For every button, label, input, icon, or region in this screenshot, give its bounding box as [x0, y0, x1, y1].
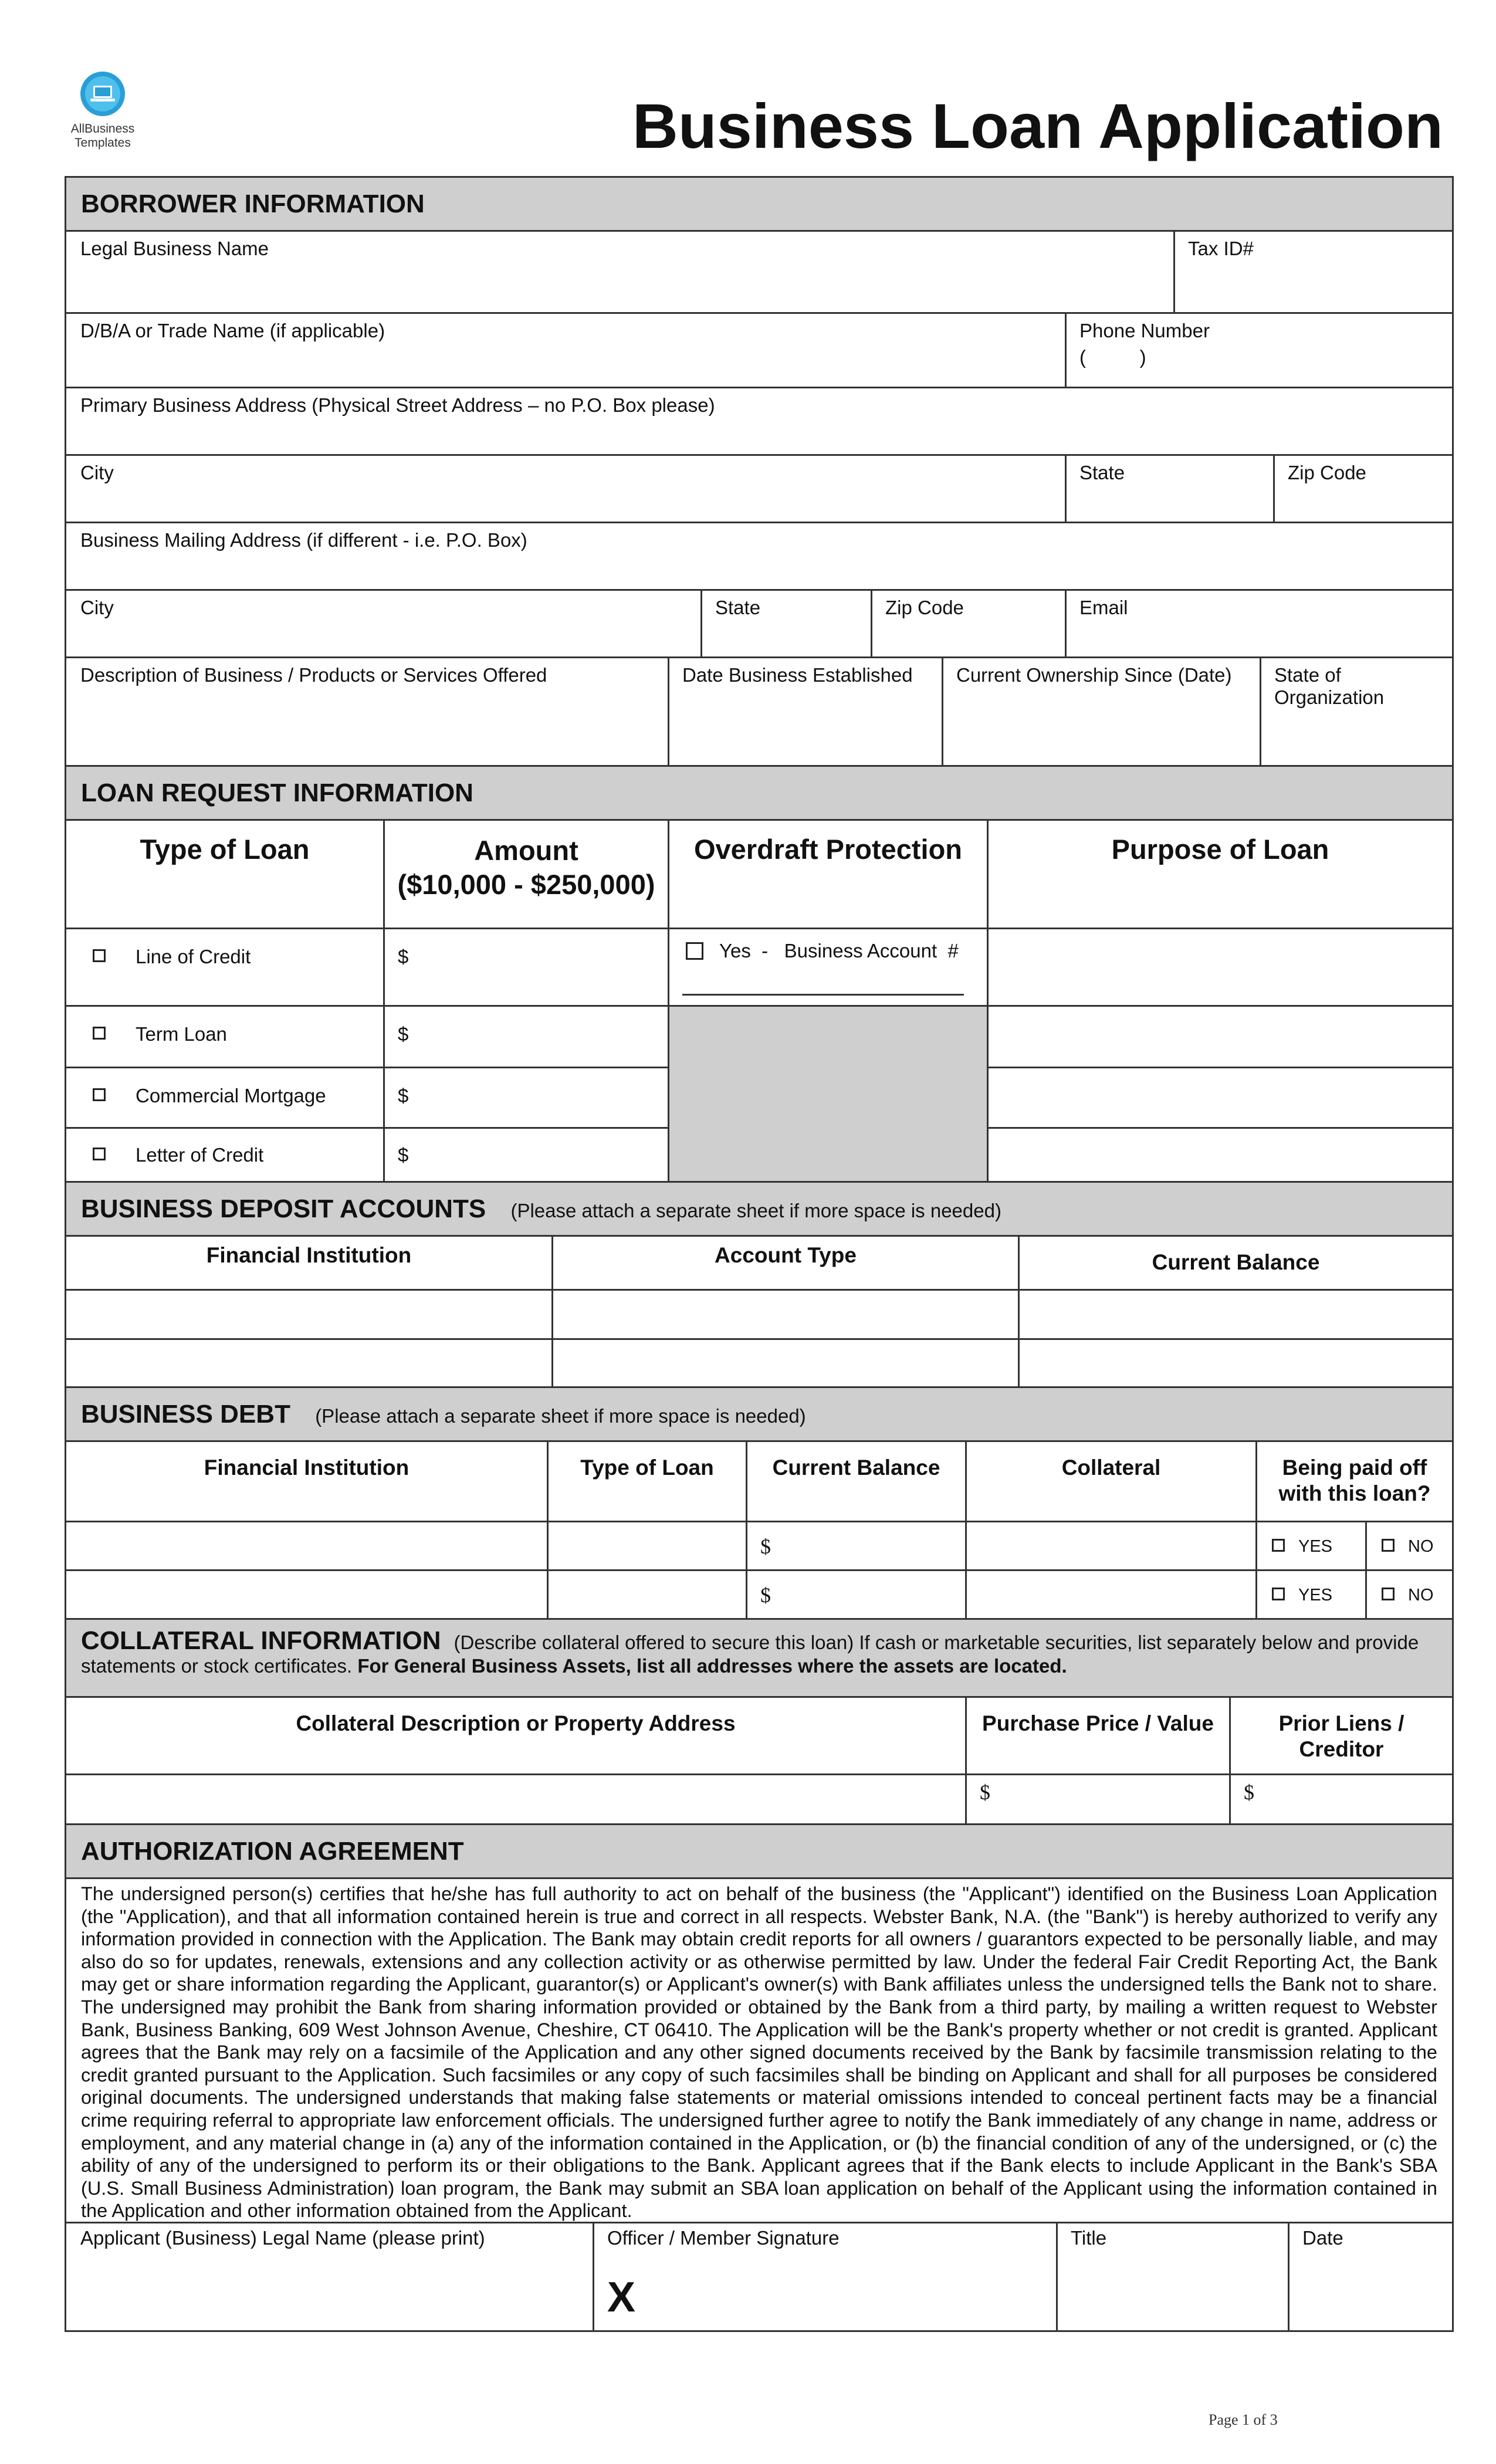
letter-of-credit-dollar: $: [398, 1144, 409, 1166]
email-field[interactable]: [1065, 589, 1454, 658]
loan-row-letter-of-credit[interactable]: [65, 1127, 385, 1183]
debt-row-1-yes[interactable]: [1255, 1521, 1367, 1571]
debt-row-2-no-checkbox[interactable]: [1382, 1588, 1395, 1600]
mailing-address-field[interactable]: [65, 522, 1454, 591]
state-field[interactable]: [1065, 454, 1275, 523]
collateral-row-1-description[interactable]: [65, 1773, 967, 1825]
authorization-section-header: [65, 1823, 1454, 1879]
debt-col-type: [547, 1440, 747, 1522]
debt-col-institution: [65, 1440, 549, 1522]
purpose-row-1[interactable]: [987, 928, 1454, 1007]
zip-code-label: Zip Code: [1288, 462, 1366, 483]
debt-row-2-yes-checkbox[interactable]: [1272, 1588, 1285, 1600]
city-field[interactable]: [65, 454, 1067, 523]
business-description-field[interactable]: [65, 656, 669, 767]
debt-col-collateral: [965, 1440, 1257, 1522]
loan-row-commercial-mortgage[interactable]: [65, 1067, 385, 1129]
letter-of-credit-label: Letter of Credit: [136, 1144, 264, 1166]
date-label: Date: [1302, 2227, 1343, 2249]
debt-row-2-collateral[interactable]: [965, 1569, 1257, 1620]
collateral-row-1-liens[interactable]: [1229, 1773, 1454, 1825]
logo-text-line1: AllBusiness: [70, 122, 135, 136]
deposit-col-institution: [65, 1235, 553, 1291]
commercial-mortgage-amount[interactable]: [383, 1067, 669, 1129]
deposit-row-2-balance[interactable]: [1018, 1338, 1454, 1388]
debt-row-2-no[interactable]: [1365, 1569, 1454, 1620]
borrower-section-title: BORROWER INFORMATION: [81, 189, 425, 218]
collateral-col-liens-label-1: Prior Liens /: [1278, 1711, 1404, 1735]
date-field[interactable]: [1288, 2222, 1454, 2332]
applicant-name-label: Applicant (Business) Legal Name (please print): [80, 2227, 485, 2249]
page-number: Page 1 of 3: [1209, 2411, 1278, 2428]
purpose-row-4[interactable]: [987, 1127, 1454, 1183]
loan-col-amount-label: Amount: [474, 835, 578, 866]
debt-heading-text: BUSINESS DEBT: [81, 1400, 290, 1429]
line-of-credit-amount[interactable]: [383, 928, 669, 1007]
collateral-section-text: [81, 1626, 1439, 1678]
loan-section-header: [65, 765, 1454, 821]
debt-row-1-yes-label: YES: [1298, 1537, 1333, 1556]
state-label: State: [1079, 462, 1125, 483]
phone-area-code-parens: ( ): [1079, 346, 1146, 368]
logo: [65, 70, 141, 158]
authorization-paragraph: The undersigned person(s) certifies that he/she has full authority to act on behalf of the business (the "Applicant") identified on the Business Loan Application (the "Application), and that all information contained herein is true and correct in all respects. Webster Bank, N.A. (the "Bank") is hereby authorized to verify any information provided in connection with the Application. The Bank may obtain credit reports for all owners / guarantors expected to be personally liable, and may also do so for updates, renewals, extensions and any collection activity or as otherwise permitted by law. Under the federal Fair Credit Reporting Act, the Bank may get or share information regarding the Applicant, guarantor(s) or Applicant's owner(s) with Bank affiliates unless the undersigned tells the Bank not to share. The undersigned may prohibit the Bank from sharing information provided or obtained by the Bank from a third party, by mailing a written request to Webster Bank, Business Banking, 609 West Johnson Avenue, Cheshire, CT 06410. The Application will be the Bank's property whether or not credit is granted. Applicant agrees that the Bank may rely on a facsimile of the Application and any other signed documents received by the Bank by facsimile transmission relating to the credit granted pursuant to the Application. Such facsimiles or any copy of such facsimiles shall be binding on Applicant and shall for all purposes be considered original documents. The undersigned understands that making false statements or material omissions intended to conceal pertinent facts may be a financial crime requiring referral to appropriate law enforcement officials. The undersigned further agree to notify the Bank immediately of any change in name, address or employment, and any material change in (a) any of the information contained in the Application, or (b) the financial condition of any of the undersigned, or (c) the ability of any of the undersigned to perform its or their obligations to the Bank. Applicant agrees that if the Bank elects to include Applicant in the Bank's SBA (U.S. Small Business Administration) loan program, the Bank may submit an SBA loan application on behalf of the Applicant using the information contained in the Application and other information obtained from the Applicant.: [81, 1883, 1437, 2222]
mailing-zip-code-field[interactable]: [871, 589, 1067, 658]
deposit-section-header: [65, 1181, 1454, 1237]
debt-row-2-type[interactable]: [547, 1569, 747, 1620]
deposit-col-institution-label: Financial Institution: [206, 1243, 412, 1267]
phone-number-field[interactable]: [1065, 312, 1454, 388]
line-of-credit-label: Line of Credit: [136, 946, 251, 967]
mailing-city-field[interactable]: [65, 589, 702, 658]
collateral-price-dollar: $: [980, 1781, 990, 1804]
zip-code-field[interactable]: [1273, 454, 1454, 523]
primary-address-label: Primary Business Address (Physical Street Address – no P.O. Box please): [80, 394, 715, 416]
overdraft-gray-block: [668, 1005, 989, 1183]
title-field[interactable]: [1056, 2222, 1289, 2332]
title-label: Title: [1071, 2227, 1107, 2249]
debt-row-2-dollar: $: [760, 1583, 771, 1607]
business-description-label: Description of Business / Products or Services Offered: [80, 664, 547, 686]
debt-row-1-institution[interactable]: [65, 1521, 549, 1571]
collateral-col-price: [965, 1696, 1231, 1775]
deposit-row-1-account-type[interactable]: [551, 1289, 1020, 1340]
deposit-heading-text: BUSINESS DEPOSIT ACCOUNTS: [81, 1194, 486, 1223]
debt-row-2-no-label: NO: [1408, 1586, 1434, 1605]
loan-row-line-of-credit[interactable]: [65, 928, 385, 1007]
debt-col-balance: [746, 1440, 967, 1522]
commercial-mortgage-dollar: $: [398, 1085, 409, 1106]
debt-row-1-yes-checkbox[interactable]: [1272, 1539, 1285, 1552]
legal-business-name-field[interactable]: [65, 230, 1175, 314]
collateral-note-bold: For General Business Assets, list all addresses where the assets are located.: [357, 1655, 1067, 1677]
debt-note: (Please attach a separate sheet if more space is needed): [315, 1405, 806, 1427]
deposit-col-balance: [1018, 1235, 1454, 1291]
debt-section-header: [65, 1386, 1454, 1442]
line-of-credit-dollar: $: [398, 946, 409, 967]
tax-id-field[interactable]: [1173, 230, 1454, 314]
loan-col-amount-range: ($10,000 - $250,000): [397, 869, 655, 900]
state-of-organization-field[interactable]: [1260, 656, 1454, 767]
loan-section-title: LOAN REQUEST INFORMATION: [81, 779, 473, 807]
collateral-col-price-label: Purchase Price / Value: [982, 1711, 1214, 1735]
debt-col-balance-label: Current Balance: [772, 1456, 940, 1480]
debt-row-1-no-checkbox[interactable]: [1382, 1539, 1395, 1552]
debt-col-collateral-label: Collateral: [1061, 1456, 1161, 1480]
ownership-since-label: Current Ownership Since (Date): [956, 664, 1232, 686]
collateral-row-1-price[interactable]: [965, 1773, 1231, 1825]
deposit-col-balance-label: Current Balance: [1152, 1250, 1320, 1274]
overdraft-yes-cell[interactable]: [668, 928, 989, 1007]
collateral-heading-text: COLLATERAL INFORMATION: [81, 1626, 441, 1655]
loan-col-overdraft: [668, 819, 989, 929]
deposit-row-2-institution[interactable]: [65, 1338, 553, 1388]
collateral-note: (Describe collateral offered to secure this loan) If cash or marketable securities, list separately below and provide statements or stock certificates.: [81, 1632, 1419, 1677]
email-label: Email: [1079, 597, 1128, 618]
term-loan-label: Term Loan: [136, 1023, 227, 1045]
collateral-liens-dollar: $: [1244, 1781, 1254, 1804]
officer-signature-label: Officer / Member Signature: [607, 2227, 840, 2249]
collateral-col-liens: [1229, 1696, 1454, 1775]
term-loan-amount[interactable]: [383, 1005, 669, 1068]
deposit-section-title: [81, 1194, 1001, 1224]
state-of-organization-label: State of Organization: [1274, 664, 1385, 708]
line-of-credit-checkbox[interactable]: [93, 949, 106, 962]
purpose-row-2[interactable]: [987, 1005, 1454, 1068]
business-account-line[interactable]: [682, 994, 964, 996]
date-established-label: Date Business Established: [682, 664, 913, 686]
logo-text-line2: Templates: [75, 136, 131, 150]
loan-col-purpose: [987, 819, 1454, 929]
purpose-row-3[interactable]: [987, 1067, 1454, 1129]
debt-row-1-no[interactable]: [1365, 1521, 1454, 1571]
term-loan-dollar: $: [398, 1023, 409, 1045]
loan-col-overdraft-label: Overdraft Protection: [693, 834, 963, 865]
debt-row-2-balance[interactable]: [746, 1569, 967, 1620]
deposit-row-2-account-type[interactable]: [551, 1338, 1020, 1388]
laptop-icon: [79, 70, 126, 117]
debt-row-1-type[interactable]: [547, 1521, 747, 1571]
collateral-col-description-label: Collateral Description or Property Address: [296, 1711, 736, 1735]
debt-row-1-collateral[interactable]: [965, 1521, 1257, 1571]
deposit-col-account-type: [551, 1235, 1020, 1291]
ownership-since-field[interactable]: [942, 656, 1261, 767]
commercial-mortgage-label: Commercial Mortgage: [136, 1085, 326, 1106]
applicant-name-field[interactable]: [65, 2222, 594, 2332]
debt-section-title: [81, 1400, 806, 1429]
debt-row-1-dollar: $: [760, 1535, 771, 1558]
tax-id-label: Tax ID#: [1188, 238, 1254, 259]
commercial-mortgage-checkbox[interactable]: [93, 1088, 106, 1101]
officer-signature-field[interactable]: [593, 2222, 1058, 2332]
debt-col-institution-label: Financial Institution: [204, 1456, 409, 1480]
overdraft-yes-label: Yes - Business Account #: [719, 940, 959, 962]
debt-row-1-no-label: NO: [1408, 1537, 1434, 1556]
mailing-city-label: City: [80, 597, 114, 618]
deposit-row-1-balance[interactable]: [1018, 1289, 1454, 1340]
primary-address-field[interactable]: [65, 387, 1454, 456]
debt-col-type-label: Type of Loan: [580, 1456, 714, 1480]
dba-field[interactable]: [65, 312, 1067, 388]
mailing-state-label: State: [715, 597, 761, 618]
mailing-address-label: Business Mailing Address (if different - i.e. P.O. Box): [80, 529, 527, 551]
mailing-state-field[interactable]: [700, 589, 872, 658]
loan-col-type-label: Type of Loan: [140, 834, 310, 865]
debt-col-paid-off-label-1: Being paid off: [1282, 1456, 1427, 1480]
loan-col-purpose-label: Purpose of Loan: [1111, 834, 1329, 865]
borrower-section-header: [65, 176, 1454, 232]
collateral-section-header: [65, 1618, 1454, 1698]
loan-col-amount: [383, 819, 669, 929]
collateral-col-liens-label-2: Creditor: [1299, 1737, 1384, 1761]
mailing-zip-code-label: Zip Code: [885, 597, 964, 618]
deposit-row-1-institution[interactable]: [65, 1289, 553, 1340]
collateral-col-description: [65, 1696, 967, 1775]
debt-row-2-yes-label: YES: [1298, 1586, 1333, 1605]
debt-col-paid-off: [1255, 1440, 1454, 1522]
date-established-field[interactable]: [668, 656, 943, 767]
city-label: City: [80, 462, 114, 483]
signature-x-mark: X: [607, 2274, 636, 2321]
overdraft-yes-checkbox[interactable]: [686, 942, 703, 960]
authorization-text-box: [65, 1877, 1454, 2223]
debt-row-2-institution[interactable]: [65, 1569, 549, 1620]
page-title: Business Loan Application: [632, 90, 1443, 161]
deposit-note: (Please attach a separate sheet if more space is needed): [510, 1200, 1001, 1221]
deposit-col-account-type-label: Account Type: [715, 1243, 857, 1267]
debt-col-paid-off-label-2: with this loan?: [1278, 1481, 1431, 1505]
legal-business-name-label: Legal Business Name: [80, 238, 269, 259]
debt-row-2-yes[interactable]: [1255, 1569, 1367, 1620]
authorization-section-title: AUTHORIZATION AGREEMENT: [81, 1837, 464, 1866]
dba-label: D/B/A or Trade Name (if applicable): [80, 320, 385, 341]
phone-number-label: Phone Number: [1079, 320, 1210, 341]
loan-col-type: [65, 819, 385, 929]
loan-row-term-loan[interactable]: [65, 1005, 385, 1068]
letter-of-credit-checkbox[interactable]: [93, 1148, 106, 1160]
term-loan-checkbox[interactable]: [93, 1027, 106, 1040]
letter-of-credit-amount[interactable]: [383, 1127, 669, 1183]
debt-row-1-balance[interactable]: [746, 1521, 967, 1571]
